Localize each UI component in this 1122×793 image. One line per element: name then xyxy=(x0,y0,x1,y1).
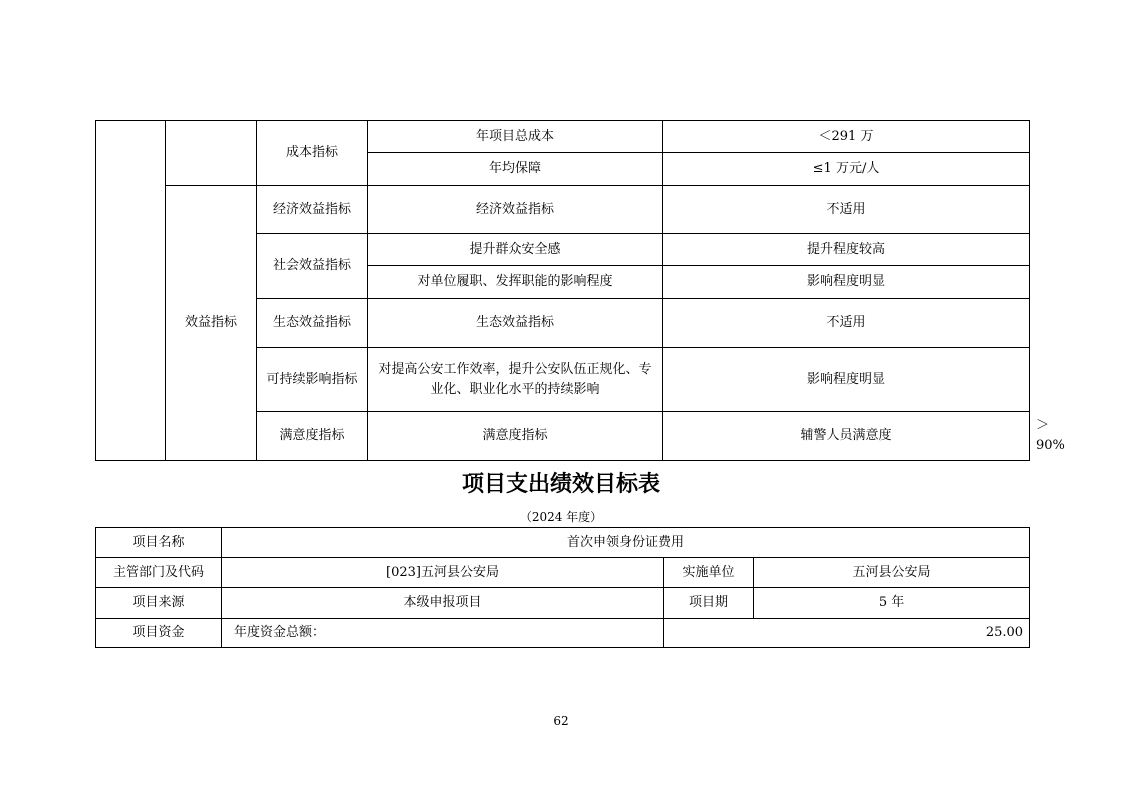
project-name-value: 首次申领身份证费用 xyxy=(222,528,1030,558)
implementing-unit-value: 五河县公安局 xyxy=(754,558,1030,588)
project-info-table xyxy=(95,527,1030,648)
cost-value-1: ＜291 万 xyxy=(663,121,1030,153)
ecological-benefit-label: 生态效益指标 xyxy=(257,299,368,348)
social-item-1: 提升群众安全感 xyxy=(368,234,663,266)
economic-benefit-item: 经济效益指标 xyxy=(368,186,663,234)
implementing-unit-label: 实施单位 xyxy=(664,558,754,588)
cost-item-1: 年项目总成本 xyxy=(368,121,663,153)
satisfaction-level1: 满意度指标 xyxy=(257,412,368,461)
performance-indicator-table: 成本指标 年项目总成本 ＜291 万 年均保障 ≤1 万元/人 效益指标 经济效益指标 经济效益指标 不适用 社会效益指标 提升群众安全感 提升程度较高 对单位履职、发挥职能的影响程度 影响程度明显 生态效益指标 生态效益指标 不适用 可持续影响指标 对提高公安工作效率，提升公安队伍正规化、专业化、职业化水平的持续影响 影响程度明显 满意度指标 满意度指标 辅警人员满意度 ＞90% xyxy=(95,120,1030,461)
department-value: [023]五河县公安局 xyxy=(222,558,664,588)
project-source-label: 项目来源 xyxy=(96,588,222,619)
department-label: 主管部门及代码 xyxy=(96,558,222,588)
project-period-label: 项目期 xyxy=(664,588,754,619)
outer-category-cell xyxy=(96,121,166,461)
annual-fund-total-label: 年度资金总额： xyxy=(222,619,664,648)
cost-item-2: 年均保障 xyxy=(368,153,663,186)
project-source-value: 本级申报项目 xyxy=(222,588,664,619)
satisfaction-level2: 满意度指标 xyxy=(368,412,663,461)
ecological-benefit-value: 不适用 xyxy=(663,299,1030,348)
page-title: 项目支出绩效目标表 xyxy=(461,472,660,497)
cost-level1-cell xyxy=(166,121,257,186)
project-name-label: 项目名称 xyxy=(96,528,222,558)
economic-benefit-value: 不适用 xyxy=(663,186,1030,234)
year-label: （2024 年度） xyxy=(519,510,603,524)
benefit-indicator-label: 效益指标 xyxy=(166,186,257,461)
cost-value-2: ≤1 万元/人 xyxy=(663,153,1030,186)
cost-indicator-label: 成本指标 xyxy=(257,121,368,186)
economic-benefit-label: 经济效益指标 xyxy=(257,186,368,234)
page-number: 62 xyxy=(553,714,569,728)
sustainable-impact-item: 对提高公安工作效率，提升公安队伍正规化、专业化、职业化水平的持续影响 xyxy=(368,348,663,412)
social-value-1: 提升程度较高 xyxy=(663,234,1030,266)
annual-fund-total-value: 25.00 xyxy=(664,619,1030,648)
satisfaction-item: 辅警人员满意度 xyxy=(663,412,1030,461)
sustainable-impact-label: 可持续影响指标 xyxy=(257,348,368,412)
social-benefit-label: 社会效益指标 xyxy=(257,234,368,299)
project-period-value: 5 年 xyxy=(754,588,1030,619)
sustainable-impact-value: 影响程度明显 xyxy=(663,348,1030,412)
social-value-2: 影响程度明显 xyxy=(663,266,1030,299)
ecological-benefit-item: 生态效益指标 xyxy=(368,299,663,348)
social-item-2: 对单位履职、发挥职能的影响程度 xyxy=(368,266,663,299)
project-fund-label: 项目资金 xyxy=(96,619,222,648)
